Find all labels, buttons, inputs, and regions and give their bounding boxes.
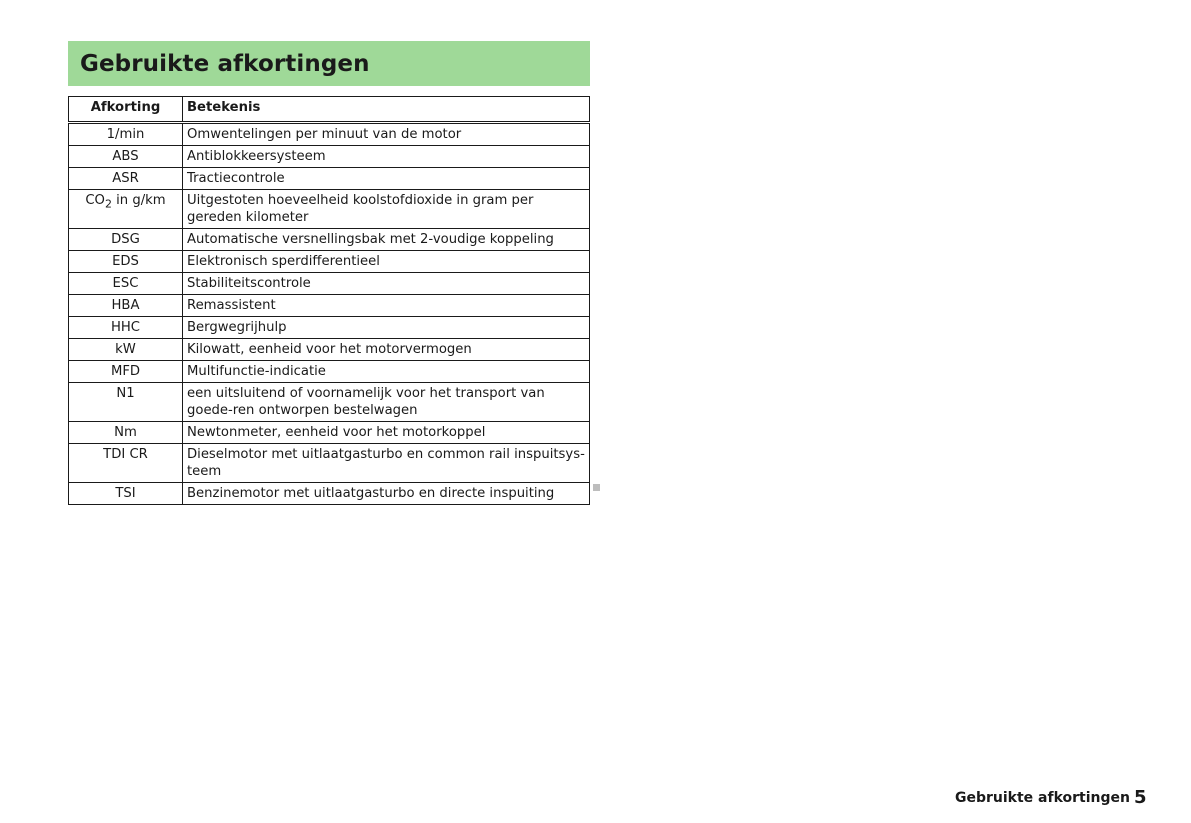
meaning-cell: Dieselmotor met uitlaatgasturbo en common rail inspuitsys-teem xyxy=(183,444,590,483)
table-row xyxy=(69,444,590,483)
abbreviation-cell: MFD xyxy=(69,361,183,383)
section-end-marker xyxy=(593,484,600,491)
table-row xyxy=(69,295,590,317)
table-row xyxy=(69,229,590,251)
table-row xyxy=(69,483,590,505)
meaning-cell: Remassistent xyxy=(183,295,590,317)
abbreviation-cell: ASR xyxy=(69,168,183,190)
page-title: Gebruikte afkortingen xyxy=(80,50,370,77)
abbreviation-cell: HBA xyxy=(69,295,183,317)
abbreviation-cell: TDI CR xyxy=(69,444,183,483)
header-meaning: Betekenis xyxy=(183,97,590,123)
abbreviation-cell: DSG xyxy=(69,229,183,251)
meaning-cell: Multifunctie-indicatie xyxy=(183,361,590,383)
table-row xyxy=(69,190,590,229)
meaning-cell: Uitgestoten hoeveelheid koolstofdioxide in gram per gereden kilometer xyxy=(183,190,590,229)
table-row xyxy=(69,339,590,361)
abbreviation-cell: 1/min xyxy=(69,123,183,146)
meaning-cell: Omwentelingen per minuut van de motor xyxy=(183,123,590,146)
abbreviation-subscript: 2 xyxy=(104,197,112,211)
page-number: 5 xyxy=(1134,787,1147,808)
section-title-bar xyxy=(68,41,590,86)
table-row xyxy=(69,317,590,339)
table-header-row xyxy=(69,97,590,123)
table-row xyxy=(69,383,590,422)
table-row xyxy=(69,123,590,146)
abbreviation-prefix: CO xyxy=(85,193,105,208)
table-row xyxy=(69,273,590,295)
abbreviation-cell xyxy=(69,190,183,229)
abbreviation-cell: ABS xyxy=(69,146,183,168)
meaning-cell: Bergwegrijhulp xyxy=(183,317,590,339)
meaning-cell: Automatische versnellingsbak met 2-voudige koppeling xyxy=(183,229,590,251)
abbreviation-cell: ESC xyxy=(69,273,183,295)
meaning-cell: Stabiliteitscontrole xyxy=(183,273,590,295)
abbreviation-cell: kW xyxy=(69,339,183,361)
abbreviation-cell: HHC xyxy=(69,317,183,339)
abbreviations-table xyxy=(68,96,590,505)
meaning-cell: Antiblokkeersysteem xyxy=(183,146,590,168)
abbreviation-cell: Nm xyxy=(69,422,183,444)
meaning-cell: Benzinemotor met uitlaatgasturbo en directe inspuiting xyxy=(183,483,590,505)
abbreviation-cell: EDS xyxy=(69,251,183,273)
table-row xyxy=(69,146,590,168)
table-row xyxy=(69,251,590,273)
abbreviation-cell: TSI xyxy=(69,483,183,505)
table-row xyxy=(69,422,590,444)
meaning-cell: Tractiecontrole xyxy=(183,168,590,190)
meaning-cell: Kilowatt, eenheid voor het motorvermogen xyxy=(183,339,590,361)
abbreviation-suffix: in g/km xyxy=(111,193,166,208)
meaning-cell: Elektronisch sperdifferentieel xyxy=(183,251,590,273)
abbreviation-cell: N1 xyxy=(69,383,183,422)
meaning-cell: een uitsluitend of voornamelijk voor het transport van goede-ren ontworpen bestelwagen xyxy=(183,383,590,422)
footer-section-title: Gebruikte afkortingen xyxy=(955,790,1130,806)
table-row xyxy=(69,361,590,383)
header-abbreviation: Afkorting xyxy=(69,97,183,123)
table-row xyxy=(69,168,590,190)
meaning-cell: Newtonmeter, eenheid voor het motorkoppel xyxy=(183,422,590,444)
